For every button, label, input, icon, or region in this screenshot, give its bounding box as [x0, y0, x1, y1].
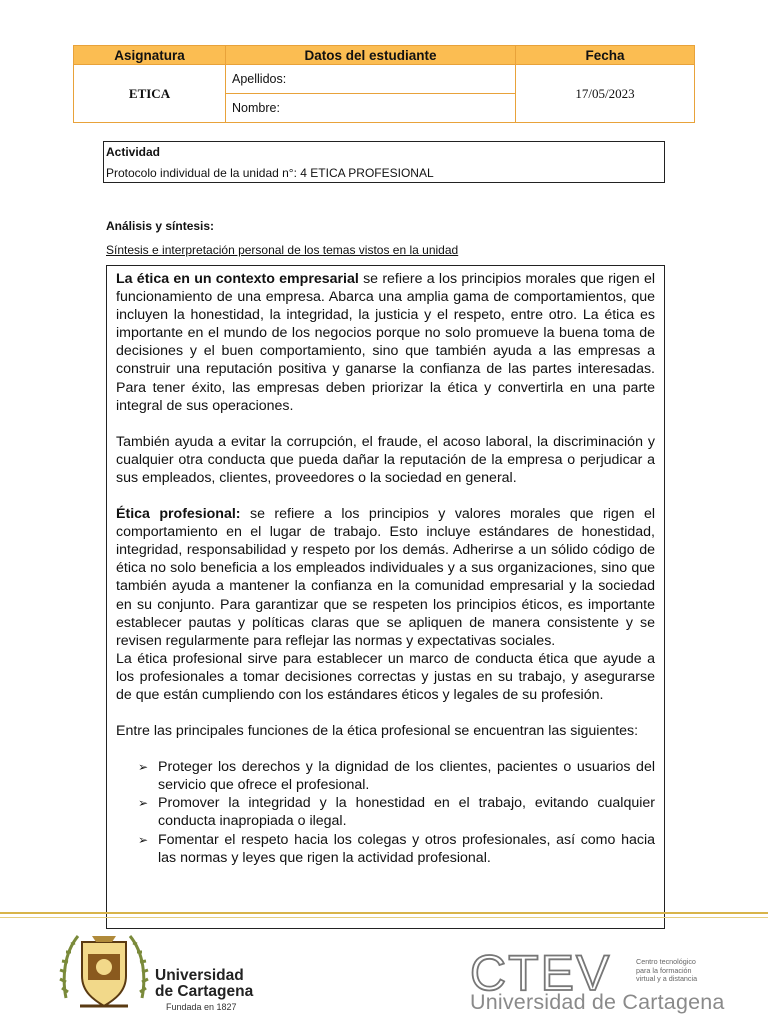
ctev-tagline-line: para la formación — [636, 965, 692, 975]
arrow-bullet-icon: ➢ — [138, 832, 149, 847]
surname-field: Apellidos: — [226, 65, 516, 94]
university-name-line1: Universidad — [155, 967, 244, 984]
activity-box — [103, 141, 665, 183]
list-item-text: Proteger los derechos y la dignidad de los clientes, pacientes o usuarios del servicio que ofrece el profesional. — [158, 759, 655, 794]
paragraph-text: se refiere a los principios y valores morales que rigen el comportamiento en el lugar de trabajo. Esto incluye estándares de honestidad, integridad, responsabilidad y respeto por los demás. Adherirse a un sólido código de ética no solo beneficia a los empleados individuales y a sus organizaciones, sino que también ayuda a mantener la confianza en la comunidad empresarial y la sociedad en su conjunto. Para garantizar que se respeten los principios éticos, es importante establecer pautas y políticas claras que se apliquen de manera consistente y se revisen regularmente para reflejar las normas y expectativas sociales. — [116, 506, 655, 649]
university-name-line2: de Cartagena — [155, 983, 254, 1000]
list-item — [138, 758, 655, 794]
ctev-tagline — [636, 958, 697, 984]
arrow-bullet-icon: ➢ — [138, 760, 149, 775]
paragraph-text: se refiere a los principios morales que rigen el funcionamiento de una empresa. Abarca una amplia gama de comportamientos, que incluyen la honestidad, la integridad, la justicia y el respeto, entre otro. La ética es importante en el mundo de los negocios porque no solo promueve la buena toma de decisiones y el buen comportamiento, sino que también ayuda a las empresas a construir una reputación positiva y ganarse la confianza de las partes interesadas. Para tener éxito, las empresas deben priorizar la ética y convertirla en una parte integral de sus operaciones. — [116, 271, 655, 414]
university-founded: Fundada en 1827 — [166, 1002, 237, 1012]
ctev-university-name: Universidad de Cartagena — [470, 990, 725, 1014]
header-table — [73, 45, 695, 123]
activity-title: Actividad — [106, 145, 161, 159]
paragraph-professional-ethics — [116, 505, 655, 650]
ctev-tagline-line: virtual y a distancia — [636, 974, 698, 983]
footer-divider — [0, 912, 768, 914]
university-name — [155, 968, 253, 1000]
ctev-tagline-line: Centro tecnológico — [636, 957, 696, 966]
list-item — [138, 794, 655, 830]
ctev-logo-text: CTEV — [470, 950, 612, 994]
col-student-header: Datos del estudiante — [226, 46, 516, 65]
subject-cell: ETICA — [74, 65, 226, 123]
col-subject-header: Asignatura — [74, 46, 226, 65]
university-crest-icon — [58, 928, 150, 1016]
synthesis-textbox — [106, 265, 665, 929]
functions-list — [116, 758, 655, 867]
paragraph-corruption: También ayuda a evitar la corrupción, el fraude, el acoso laboral, la discriminación y cualquier otra conducta que pueda dañar la reputación de la empresa o perjudicar a sus empleados, clientes, proveedores o la sociedad en general. — [116, 433, 655, 486]
term-business-ethics: La ética en un contexto empresarial — [116, 271, 359, 287]
list-item-text: Fomentar el respeto hacia los colegas y otros profesionales, así como hacia las normas y leyes que rigen la actividad profesional. — [158, 831, 655, 866]
term-professional-ethics: Ética profesional: — [116, 506, 241, 523]
ctev-logo — [470, 950, 628, 994]
activity-text: Protocolo individual de la unidad n°: 4 ETICA PROFESIONAL — [106, 166, 434, 180]
section-subheading: Síntesis e interpretación personal de los temas vistos en la unidad — [106, 243, 459, 257]
list-item-text: Promover la integridad y la honestidad en el trabajo, evitando cualquier conducta inapropiada o ilegal. — [158, 795, 655, 830]
arrow-bullet-icon: ➢ — [138, 796, 149, 811]
paragraph-functions-intro: Entre las principales funciones de la ética profesional se encuentran las siguientes: — [116, 723, 639, 740]
paragraph-business-ethics — [116, 270, 655, 415]
paragraph-framework: La ética profesional sirve para establecer un marco de conducta ética que ayude a los profesionales a tomar decisiones correctas y justas en su trabajo, y asegurarse de que están cumpliendo con los estándares éticos y legales de su profesión. — [116, 650, 655, 703]
list-item — [138, 831, 655, 867]
date-cell: 17/05/2023 — [516, 65, 695, 123]
footer-divider-thin — [0, 917, 768, 918]
name-field: Nombre: — [226, 94, 516, 123]
col-date-header: Fecha — [516, 46, 695, 65]
section-heading: Análisis y síntesis: — [106, 219, 215, 233]
